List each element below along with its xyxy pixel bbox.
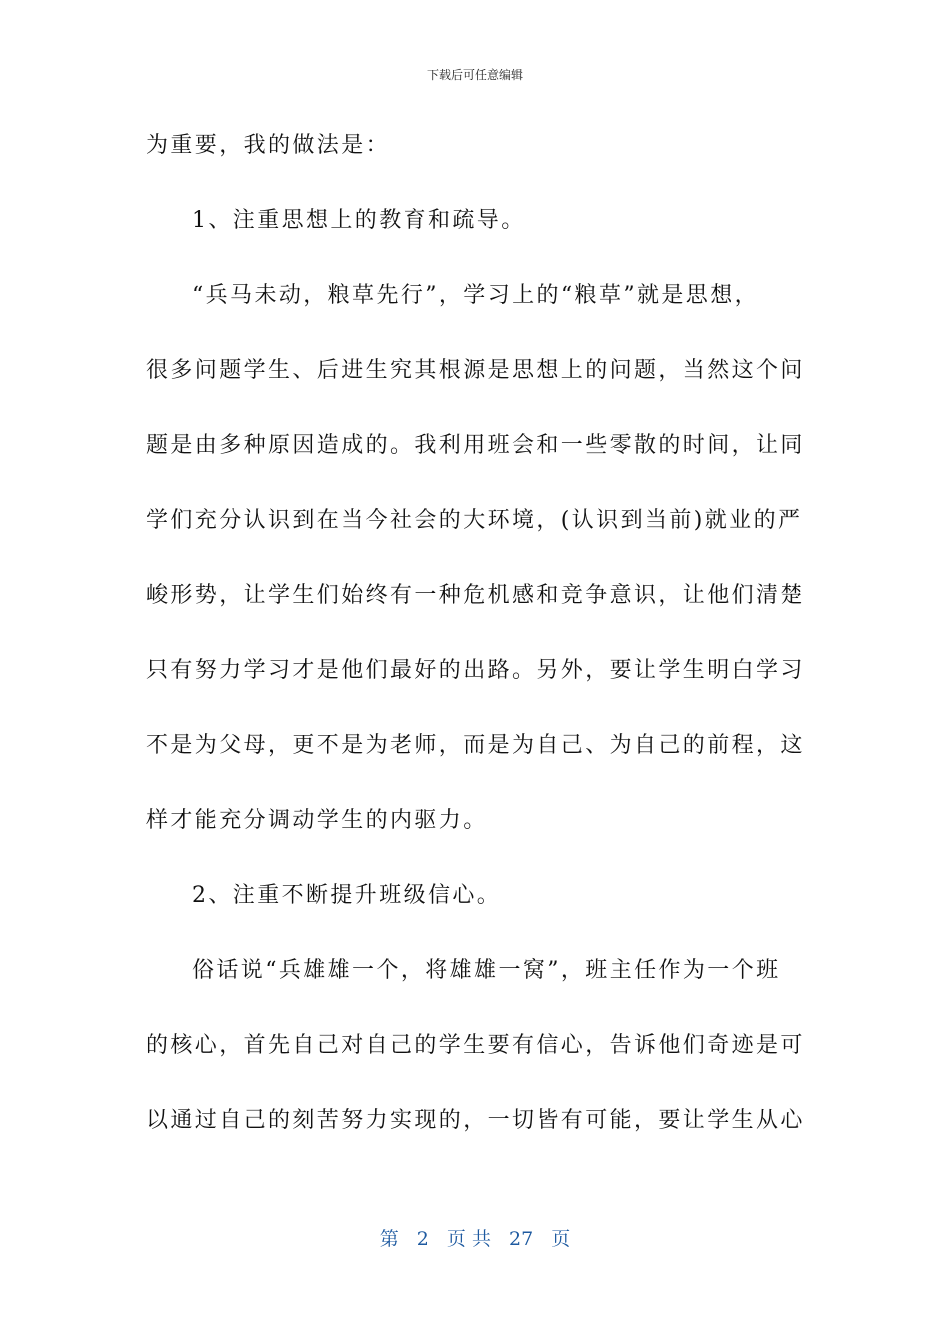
- text-line: 样才能充分调动学生的内驱力。: [146, 808, 488, 833]
- text-line: 为重要，我的做法是：: [146, 133, 391, 158]
- text-line: 题是由多种原因造成的。我利用班会和一些零散的时间，让同: [146, 433, 805, 458]
- text-line: 峻形势，让学生们始终有一种危机感和竞争意识，让他们清楚: [146, 583, 805, 608]
- paragraph-start: 俗话说“兵雄雄一个，将雄雄一窝”，班主任作为一个班: [192, 958, 781, 983]
- footer-middle: 页 共: [446, 1228, 491, 1250]
- section-heading: 2、注重不断提升班级信心。: [192, 883, 502, 908]
- text-line: 学们充分认识到在当今社会的大环境，(认识到当前)就业的严: [146, 508, 803, 533]
- document-body: [146, 128, 805, 1178]
- page-header: 下载后可任意编辑: [426, 68, 523, 82]
- text-line: 的核心，首先自己对自己的学生要有信心，告诉他们奇迹是可: [146, 1033, 805, 1058]
- section-heading: 1、注重思想上的教育和疏导。: [192, 208, 526, 233]
- text-line: 很多问题学生、后进生究其根源是思想上的问题，当然这个问: [146, 358, 805, 383]
- page-footer: [0, 1224, 950, 1251]
- text-line: 以通过自己的刻苦努力实现的，一切皆有可能，要让学生从心: [146, 1108, 805, 1133]
- total-page-count: 27: [509, 1228, 534, 1250]
- current-page-number: 2: [416, 1228, 429, 1250]
- footer-prefix: 第: [379, 1228, 399, 1250]
- text-line: 只有努力学习才是他们最好的出路。另外，要让学生明白学习: [146, 658, 805, 683]
- footer-suffix: 页: [551, 1228, 571, 1250]
- paragraph-start: “兵马未动，粮草先行”，学习上的“粮草”就是思想，: [192, 283, 759, 308]
- text-line: 不是为父母，更不是为老师，而是为自己、为自己的前程，这: [146, 733, 805, 758]
